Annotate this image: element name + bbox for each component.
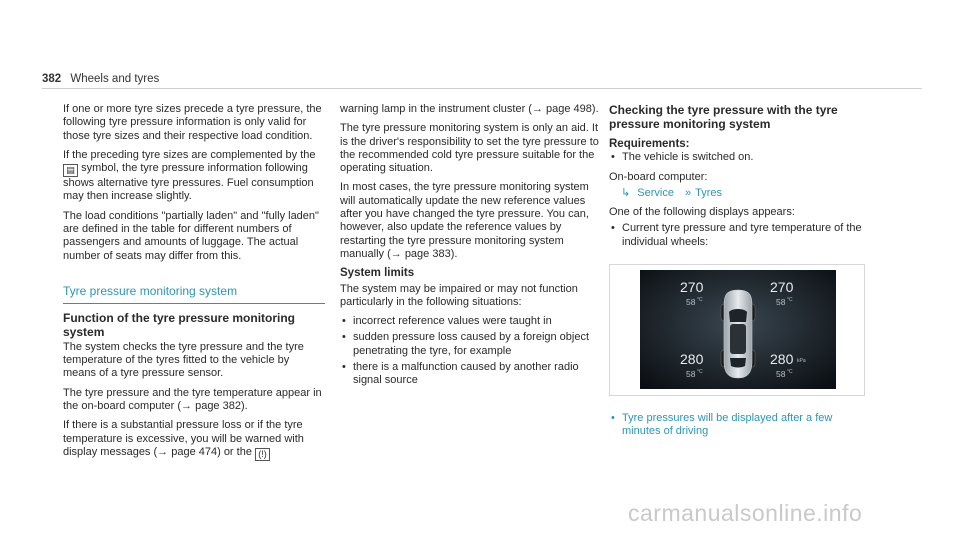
rear-left-temp: 58	[686, 369, 696, 380]
temp-unit: °C	[697, 297, 703, 304]
tyre-pressure-figure	[609, 264, 865, 396]
watermark: carmanualsonline.info	[628, 500, 863, 526]
column-middle	[340, 103, 602, 394]
page-ref-link[interactable]: page 474) or the	[171, 445, 252, 458]
menu-item-tyres[interactable]: Tyres	[695, 186, 723, 199]
menu-arrow-icon: ↳	[621, 186, 631, 199]
column-left	[63, 103, 325, 467]
menu-item-service[interactable]: Service	[637, 186, 674, 199]
limits-list	[340, 315, 602, 387]
paragraph: If one or more tyre sizes precede a tyre pressure, the following tyre pressure information is only valid for those tyre sizes and their respective load condition.	[63, 103, 322, 142]
figure-caption	[609, 412, 871, 439]
paragraph: If there is a substantial pressure loss or if the tyre temperature is excessive, you will be warned with display messages (→ page 474) or the (!)	[63, 419, 304, 459]
ref-arrow-icon: →	[531, 103, 543, 115]
procedure-title: Checking the tyre pressure with the tyre pressure monitoring system	[609, 103, 838, 131]
front-left-temp: 58	[686, 297, 696, 308]
pressure-unit: kPa	[797, 358, 806, 365]
car-top-view-icon	[721, 290, 755, 378]
requirements-title: Requirements:	[609, 138, 690, 150]
menu-path	[621, 187, 871, 200]
chapter-title: Wheels and tyres	[70, 73, 160, 85]
displays-list	[609, 222, 871, 249]
subsection-title: System limits	[340, 267, 415, 280]
paragraph: In most cases, the tyre pressure monitoring system will automatically update the new reference values after you have changed the tyre pressure. You can, however, also update the reference values by restarting the tyre pressure monitoring system manually (→ page 383).	[340, 181, 589, 260]
rear-left-pressure: 280	[680, 351, 704, 368]
front-right-temp: 58	[776, 297, 786, 308]
caption-item: • Tyre pressures will be displayed after a few minutes of driving	[609, 412, 871, 439]
page-header	[42, 73, 159, 85]
header-divider	[42, 88, 922, 89]
rear-right-temp: 58	[776, 369, 786, 380]
tyre-warning-icon: (!)	[255, 448, 270, 461]
front-left-pressure: 270	[680, 279, 704, 296]
paragraph: The system may be impaired or may not function particularly in the following situations:	[340, 282, 578, 308]
paragraph: The tyre pressure monitoring system is only an aid. It is the driver's responsibility to set the tyre pressure to the recommended cold tyre pressure suitable for the operating situation.	[340, 122, 599, 175]
list-item: • incorrect reference values were taught in	[340, 315, 602, 328]
ref-arrow-icon: →	[181, 400, 193, 413]
tyre-pressure-display	[640, 270, 836, 389]
ref-arrow-icon: →	[390, 247, 402, 260]
subsection-title: Function of the tyre pressure monitoring system	[63, 311, 296, 339]
temp-unit: °C	[787, 369, 793, 376]
paragraph: The tyre pressure and the tyre temperature appear in the on-board computer (→ page 382).	[63, 386, 322, 413]
page-ref-link[interactable]: page 498).	[546, 103, 599, 115]
ref-arrow-icon: →	[157, 445, 169, 458]
page-ref-link[interactable]: page 382).	[195, 400, 248, 413]
load-table-icon: ▤	[63, 164, 78, 177]
paragraph: One of the following displays appears:	[609, 206, 795, 219]
section-title: Tyre pressure monitoring system	[63, 285, 325, 304]
list-item: • The vehicle is switched on.	[609, 151, 871, 164]
temp-unit: °C	[787, 297, 793, 304]
list-item: • Current tyre pressure and tyre temperature of the individual wheels:	[609, 222, 871, 249]
page-ref-link[interactable]: page 383).	[404, 247, 458, 260]
list-item: • sudden pressure loss caused by a foreign object penetrating the tyre, for example	[340, 331, 602, 358]
paragraph: The load conditions "partially laden" and "fully laden" are defined in the table for different numbers of passengers and amounts of luggage. The actual number of seats may differ from this.	[63, 209, 319, 262]
list-item: • there is a malfunction caused by another radio signal source	[340, 361, 602, 388]
paragraph: If the preceding tyre sizes are complemented by the ▤ symbol, the tyre pressure information following shows alternative tyre pressures. Fuel consumption may then increase slightly.	[63, 148, 316, 203]
column-right	[609, 103, 871, 445]
paragraph: The system checks the tyre pressure and the tyre temperature of the tyres fitted to the vehicle by means of a tyre pressure sensor.	[63, 340, 304, 380]
paragraph: warning lamp in the instrument cluster (→ page 498).	[340, 103, 599, 115]
paragraph: On-board computer:	[609, 170, 708, 183]
front-right-pressure: 270	[770, 279, 794, 296]
requirements-list	[609, 151, 871, 164]
page-number: 382	[42, 73, 62, 85]
rear-right-pressure: 280	[770, 351, 794, 368]
double-chevron-icon: »	[685, 186, 692, 199]
temp-unit: °C	[697, 369, 703, 376]
